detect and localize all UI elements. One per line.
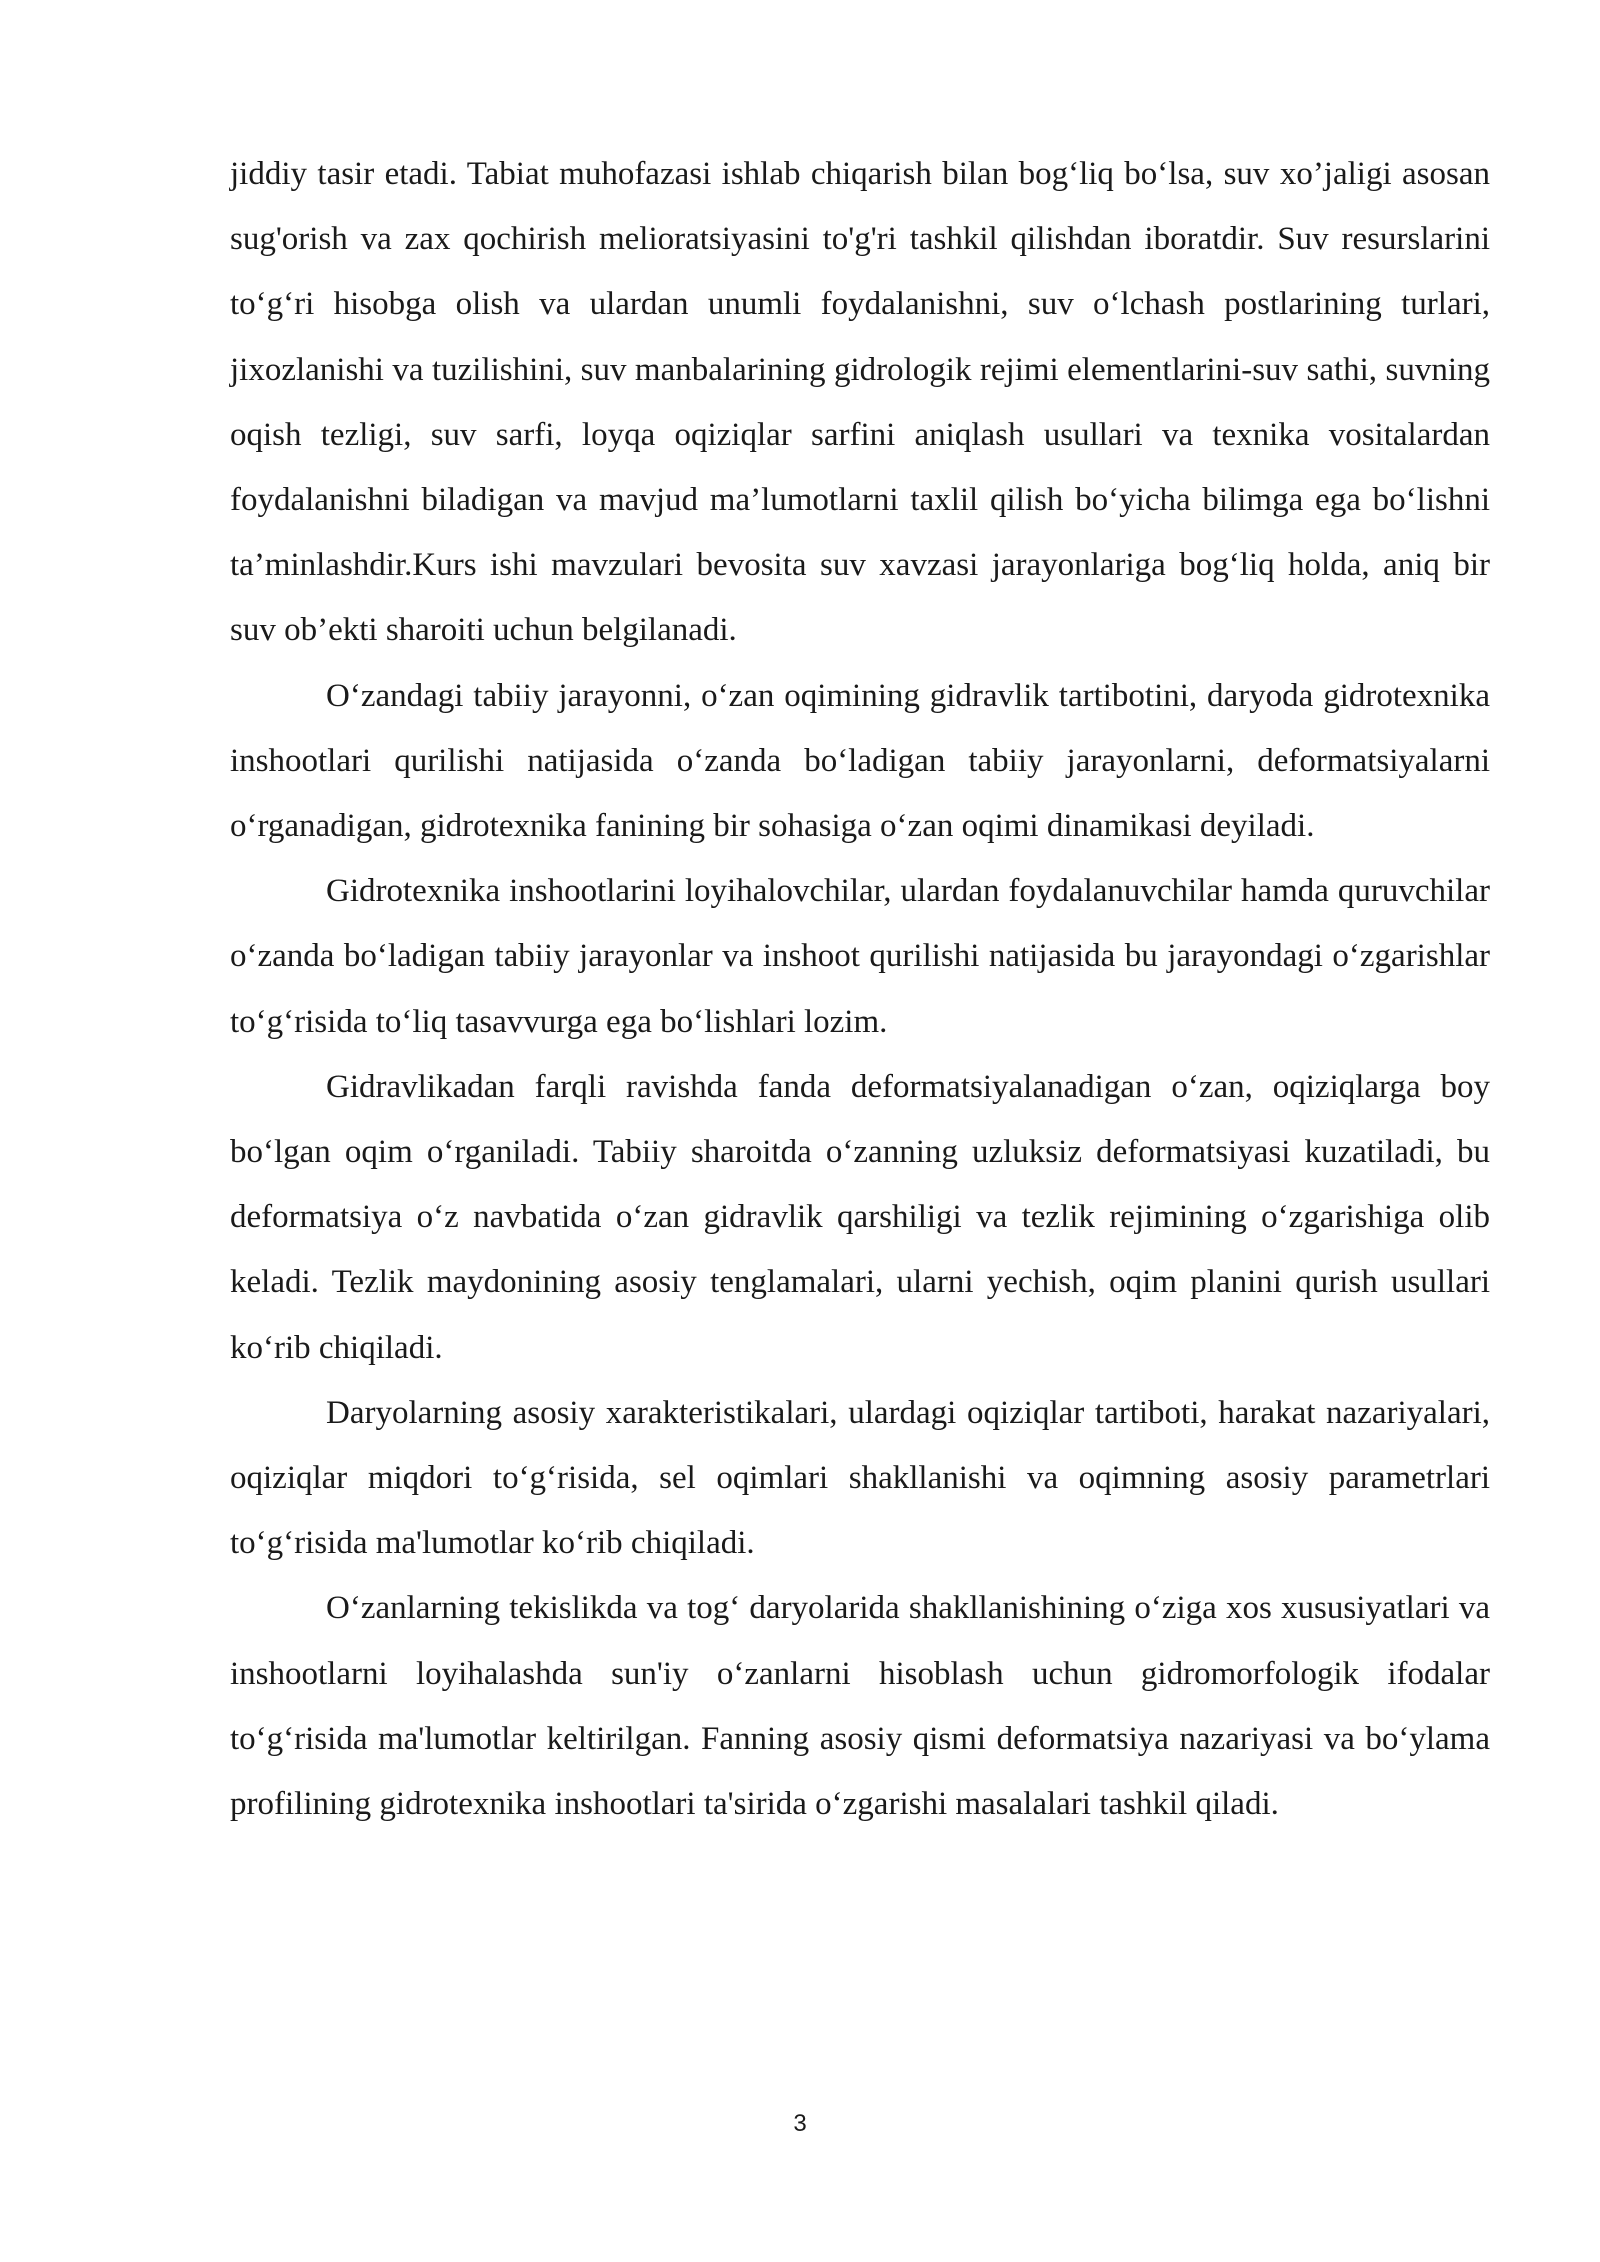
paragraph-3: Gidrotexnika inshootlarini loyihalovchilar, ulardan foydalanuvchilar hamda quruvchilar o‘zanda bo‘ladigan tabiiy jarayonlar va inshoot qurilishi natijasida bu jarayondagi o‘zgarishlar to‘g‘risida to‘liq tasavvurga ega bo‘lishlari lozim. [230, 873, 1490, 1040]
paragraph-2: O‘zandagi tabiiy jarayonni, o‘zan oqimining gidravlik tartibotini, daryoda gidrotexnika inshootlari qurilishi natijasida o‘zanda bo‘ladigan tabiiy jarayonlarni, deformatsiyalarni o‘rganadigan, gidrotexnika fanining bir sohasiga o‘zan oqimi dinamikasi deyiladi. [230, 677, 1490, 845]
page-number: 3 [793, 2110, 807, 2137]
paragraph-1: jiddiy tasir etadi. Tabiat muhofazasi ishlab chiqarish bilan bog‘liq bo‘lsa, suv xo’jaligi asosan sug'orish va zax qochirish melioratsiyasini to'g'ri tashkil qilishdan iboratdir. Suv resurslarini to‘g‘ri hisobga olish va ulardan unumli foydalanishni, suv o‘lchash postlarining turlari, jixozlanishi va tuzilishini, suv manbalarining gidrologik rejimi elementlarini-suv sathi, suvning oqish tezligi, suv sarfi, loyqa oqiziqlar sarfini aniqlash usullari va texnika vositalardan foydalanishni biladigan va mavjud ma’lumotlarni taxlil qilish bo‘yicha bilimga ega bo‘lishni ta’minlashdir.Kurs ishi mavzulari bevosita suv xavzasi jarayonlariga bog‘liq holda, aniq bir suv ob’ekti sharoiti uchun belgilanadi. [230, 156, 1490, 649]
body-text [230, 142, 1490, 1837]
paragraph-5: Daryolarning asosiy xarakteristikalari, ulardagi oqiziqlar tartiboti, harakat nazariyalari, oqiziqlar miqdori to‘g‘risida, sel oqimlari shakllanishi va oqimning asosiy parametrlari to‘g‘risida ma'lumotlar ko‘rib chiqiladi. [230, 1394, 1490, 1562]
paragraph-6: O‘zanlarning tekislikda va tog‘ daryolarida shakllanishining o‘ziga xos xususiyatlari va inshootlarni loyihalashda sun'iy o‘zanlarni hisoblash uchun gidromorfologik ifodalar to‘g‘risida ma'lumotlar keltirilgan. Fanning asosiy qismi deformatsiya nazariyasi va bo‘ylama profilining gidrotexnika inshootlari ta'sirida o‘zgarishi masalalari tashkil qiladi. [230, 1590, 1490, 1823]
paragraph-4: Gidravlikadan farqli ravishda fanda deformatsiyalanadigan o‘zan, oqiziqlarga boy bo‘lgan oqim o‘rganiladi. Tabiiy sharoitda o‘zanning uzluksiz deformatsiyasi kuzatiladi, bu deformatsiya o‘z navbatida o‘zan gidravlik qarshiligi va tezlik rejimining o‘zgarishiga olib keladi. Tezlik maydonining asosiy tenglamalari, ularni yechish, oqim planini qurish usullari ko‘rib chiqiladi. [230, 1068, 1490, 1366]
